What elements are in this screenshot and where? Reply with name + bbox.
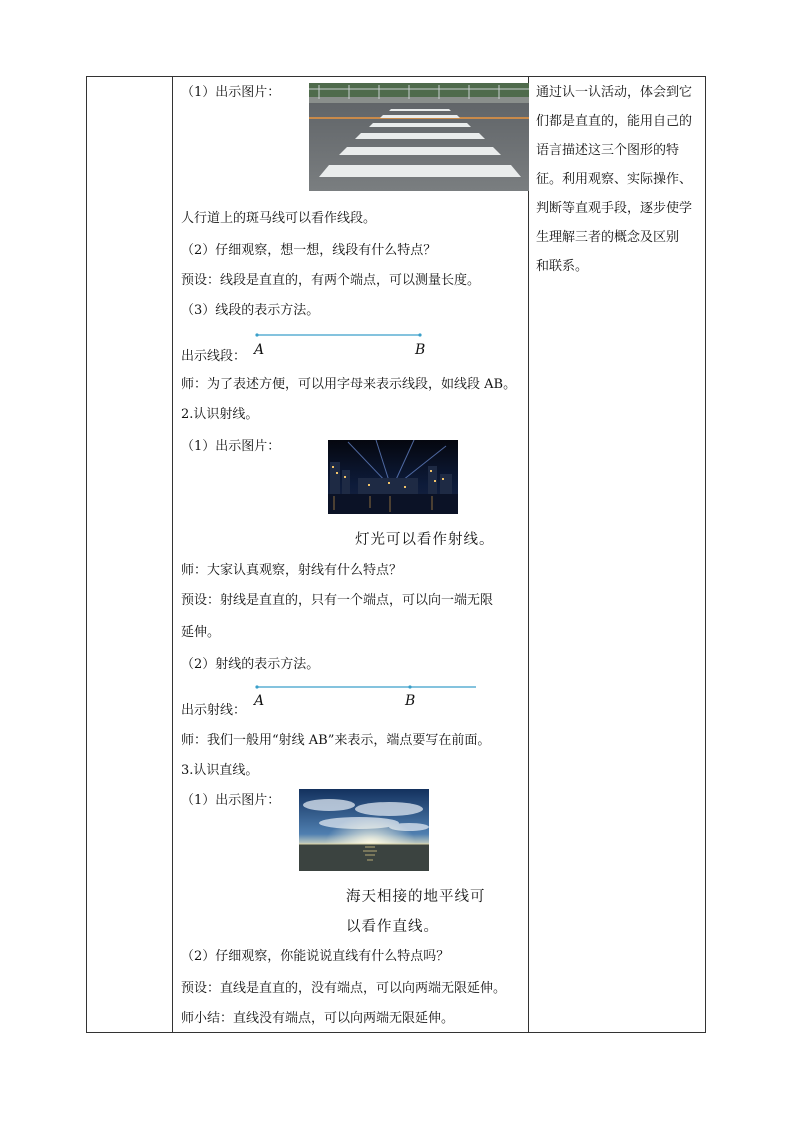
segment-point-a: A xyxy=(254,342,265,358)
line-preset: 预设：直线是直直的，没有端点，可以向两端无限延伸。 xyxy=(181,981,507,996)
line-heading: 3.认识直线。 xyxy=(181,763,259,778)
segment-ab-drawing xyxy=(247,329,427,341)
column-divider-right xyxy=(528,77,529,1032)
segment-notation-title: （3）线段的表示方法。 xyxy=(181,303,320,318)
ray-preset-line-1: 预设：射线是直直的，只有一个端点，可以向一端无限 xyxy=(181,593,494,608)
design-note-line: 们都是直直的，能用自己的 xyxy=(536,114,693,129)
ray-ab-drawing xyxy=(247,681,482,693)
segment-teacher-note: 师：为了表述方便，可以用字母来表示线段，如线段 AB。 xyxy=(181,377,517,392)
show-segment-label: 出示线段： xyxy=(181,349,247,364)
segment-question: （2）仔细观察，想一想，线段有什么特点？ xyxy=(181,243,437,258)
crosswalk-photo xyxy=(309,83,529,191)
design-note-line: 判断等直观手段，逐步使学 xyxy=(536,201,693,216)
line-show-image-label: （1）出示图片： xyxy=(181,793,281,808)
ray-point-b: B xyxy=(405,693,416,709)
line-caption-2: 以看作直线。 xyxy=(346,919,439,935)
segment-preset: 预设：线段是直直的，有两个端点，可以测量长度。 xyxy=(181,273,481,288)
design-note xyxy=(536,85,701,288)
line-summary: 师小结：直线没有端点，可以向两端无限延伸。 xyxy=(181,1011,455,1026)
line-question: （2）仔细观察，你能说说直线有什么特点吗？ xyxy=(181,949,450,964)
design-note-line: 通过认一认活动，体会到它 xyxy=(536,85,693,100)
design-note-line: 和联系。 xyxy=(536,259,589,274)
column-divider-left xyxy=(172,77,173,1032)
city-lights-photo xyxy=(328,440,458,514)
ray-heading: 2.认识射线。 xyxy=(181,407,259,422)
segment-caption: 人行道上的斑马线可以看作线段。 xyxy=(181,211,377,226)
lesson-table xyxy=(86,76,706,1033)
design-note-line: 生理解三者的概念及区别 xyxy=(536,230,680,245)
design-note-line: 语言描述这三个图形的特 xyxy=(536,143,680,158)
ray-point-a: A xyxy=(254,693,265,709)
ray-notation-title: （2）射线的表示方法。 xyxy=(181,657,320,672)
show-image-label: （1）出示图片： xyxy=(181,85,281,100)
ray-show-image-label: （1）出示图片： xyxy=(181,439,281,454)
show-ray-label: 出示射线： xyxy=(181,703,247,718)
line-caption-1: 海天相接的地平线可 xyxy=(346,889,486,905)
ray-caption: 灯光可以看作射线。 xyxy=(355,532,495,548)
segment-point-b: B xyxy=(415,342,426,358)
ray-teacher-question: 师：大家认真观察，射线有什么特点？ xyxy=(181,563,403,578)
horizon-photo xyxy=(299,789,429,871)
ray-teacher-note: 师：我们一般用“射线 AB”来表示，端点要写在前面。 xyxy=(181,733,491,748)
ray-preset-line-2: 延伸。 xyxy=(181,625,221,640)
design-note-line: 征。利用观察、实际操作、 xyxy=(536,172,693,187)
